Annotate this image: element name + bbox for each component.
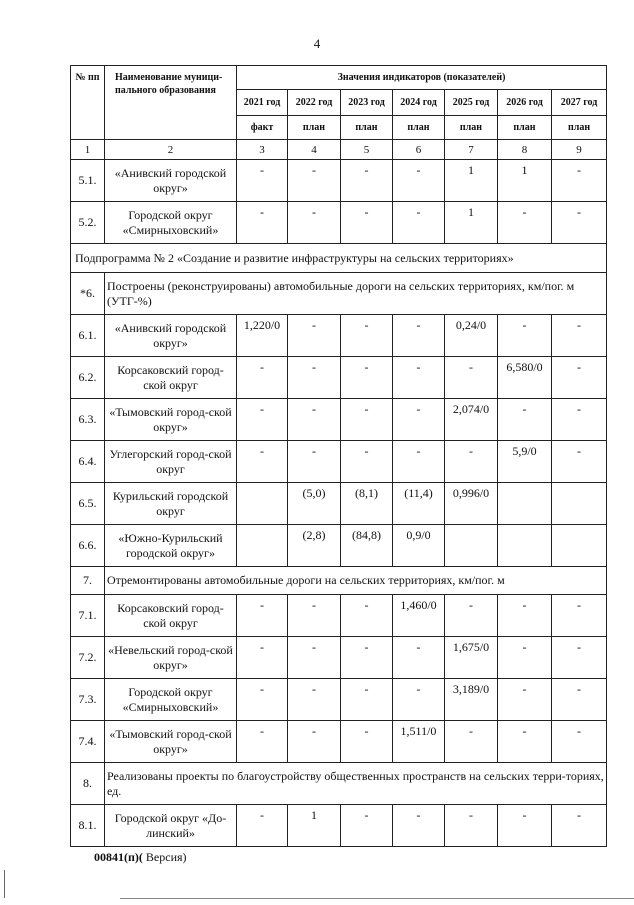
indicator-value: (84,8) [341, 525, 393, 567]
indicator-value: - [288, 679, 341, 721]
header-name: Наименование муници-пального образования [105, 66, 237, 140]
indicator-value [445, 525, 498, 567]
footer-doc-code [94, 850, 187, 865]
indicator-value: - [552, 805, 607, 847]
table-row [71, 160, 607, 202]
indicator-value: (8,1) [341, 483, 393, 525]
indicator-value: - [552, 202, 607, 244]
indicator-value: - [393, 805, 445, 847]
indicators-table [70, 65, 607, 847]
municipality-name: «Тымовский город-ской округ» [105, 399, 237, 441]
indicator-value: 2,074/0 [445, 399, 498, 441]
header-year: 2023 год [341, 90, 393, 116]
indicator-value: 1 [498, 160, 552, 202]
indicator-value [498, 525, 552, 567]
indicator-value: - [445, 721, 498, 763]
row-number: 7.1. [71, 595, 105, 637]
indicator-value: - [288, 202, 341, 244]
table-row [71, 637, 607, 679]
indicator-value: - [237, 721, 288, 763]
section-title: Построены (реконструированы) автомобильные дороги на сельских территориях, км/пог. м (УТГ-%) [105, 273, 607, 315]
row-number: 7.3. [71, 679, 105, 721]
indicator-value: - [445, 595, 498, 637]
table-row [71, 315, 607, 357]
row-number: 6.1. [71, 315, 105, 357]
indicator-value: - [341, 679, 393, 721]
indicator-value: - [237, 441, 288, 483]
indicator-value: - [552, 595, 607, 637]
indicator-value: - [341, 805, 393, 847]
indicator-value: - [552, 357, 607, 399]
indicator-value: 0,9/0 [393, 525, 445, 567]
header-year: 2026 год [498, 90, 552, 116]
indicator-value: - [341, 202, 393, 244]
header-group: Значения индикаторов (показателей) [237, 66, 607, 90]
indicator-value: - [498, 315, 552, 357]
header-year: 2027 год [552, 90, 607, 116]
indicator-value: - [552, 679, 607, 721]
header-type: план [445, 116, 498, 140]
indicator-value: - [393, 399, 445, 441]
column-number: 6 [393, 140, 445, 160]
indicator-value: - [288, 315, 341, 357]
margin-mark [4, 870, 5, 898]
indicator-value: - [498, 202, 552, 244]
indicator-value: - [552, 160, 607, 202]
municipality-name: «Анивский городской округ» [105, 315, 237, 357]
row-number: 6.4. [71, 441, 105, 483]
indicator-value: - [237, 679, 288, 721]
indicator-value: - [288, 637, 341, 679]
indicator-value: - [237, 357, 288, 399]
header-type: план [393, 116, 445, 140]
indicator-value: 0,24/0 [445, 315, 498, 357]
column-number: 4 [288, 140, 341, 160]
indicator-value: - [341, 637, 393, 679]
table-row [71, 357, 607, 399]
indicator-value [237, 525, 288, 567]
footer-code: 00841(п)( [94, 850, 143, 864]
table-row [71, 525, 607, 567]
municipality-name: «Анивский городской округ» [105, 160, 237, 202]
column-number: 1 [71, 140, 105, 160]
indicator-value: - [393, 637, 445, 679]
indicator-value: - [498, 805, 552, 847]
indicator-value: - [237, 637, 288, 679]
indicator-value: - [393, 202, 445, 244]
table-row [71, 399, 607, 441]
header-type: план [552, 116, 607, 140]
indicator-value [552, 525, 607, 567]
indicator-value: - [445, 441, 498, 483]
section-title: Отремонтированы автомобильные дороги на сельских территориях, км/пог. м [105, 567, 607, 595]
section-row [71, 763, 607, 805]
municipality-name: Курильский городской округ [105, 483, 237, 525]
column-number: 2 [105, 140, 237, 160]
indicator-value: - [552, 637, 607, 679]
table-row [71, 679, 607, 721]
footer-version: Версия) [142, 850, 187, 864]
indicator-value: - [341, 357, 393, 399]
indicator-value: - [498, 595, 552, 637]
page-number: 4 [313, 36, 321, 51]
indicator-value: - [341, 721, 393, 763]
section-row [71, 567, 607, 595]
column-number: 9 [552, 140, 607, 160]
indicator-value: - [288, 160, 341, 202]
header-year: 2025 год [445, 90, 498, 116]
municipality-name: Углегорский город-ской округ [105, 441, 237, 483]
table-row [71, 202, 607, 244]
municipality-name: Городской округ «Смирныховский» [105, 679, 237, 721]
indicator-value: - [498, 679, 552, 721]
indicator-value: (2,8) [288, 525, 341, 567]
indicator-value: - [237, 805, 288, 847]
subprogram-row [71, 244, 607, 273]
table-row [71, 805, 607, 847]
municipality-name: Корсаковский город-ской округ [105, 357, 237, 399]
municipality-name: «Невельский город-ской округ» [105, 637, 237, 679]
municipality-name: Городской округ «До-линский» [105, 805, 237, 847]
section-row [71, 273, 607, 315]
header-type: план [498, 116, 552, 140]
row-number: 5.1. [71, 160, 105, 202]
subprogram-title: Подпрограмма № 2 «Создание и развитие инфраструктуры на сельских территориях» [71, 244, 607, 273]
column-number: 5 [341, 140, 393, 160]
row-number: *6. [71, 273, 105, 315]
indicator-value: - [393, 357, 445, 399]
indicator-value: - [288, 399, 341, 441]
table-row [71, 721, 607, 763]
indicator-value: 1,675/0 [445, 637, 498, 679]
indicator-value: - [445, 357, 498, 399]
indicator-value: 6,580/0 [498, 357, 552, 399]
indicator-value: 0,996/0 [445, 483, 498, 525]
indicator-value: 3,189/0 [445, 679, 498, 721]
indicator-value: - [288, 595, 341, 637]
indicator-value: - [552, 315, 607, 357]
indicator-value: - [498, 399, 552, 441]
indicator-value: 1,511/0 [393, 721, 445, 763]
row-number: 7.4. [71, 721, 105, 763]
header-year: 2024 год [393, 90, 445, 116]
indicator-value: - [237, 595, 288, 637]
indicator-value: - [237, 202, 288, 244]
indicator-value: - [288, 441, 341, 483]
indicator-value: - [237, 399, 288, 441]
indicator-value [237, 483, 288, 525]
header-type: план [341, 116, 393, 140]
indicator-value: - [341, 399, 393, 441]
header-num: № пп [71, 66, 105, 140]
indicator-value: (5,0) [288, 483, 341, 525]
indicator-value: 1,220/0 [237, 315, 288, 357]
indicator-value: - [288, 721, 341, 763]
header-type: план [288, 116, 341, 140]
section-title: Реализованы проекты по благоустройству общественных пространств на сельских терри-ториях, ед. [105, 763, 607, 805]
row-number: 6.5. [71, 483, 105, 525]
indicator-value: 1 [445, 160, 498, 202]
municipality-name: Городской округ «Смирныховский» [105, 202, 237, 244]
indicator-value: - [341, 160, 393, 202]
row-number: 8. [71, 763, 105, 805]
table-row [71, 441, 607, 483]
municipality-name: «Южно-Курильский городской округ» [105, 525, 237, 567]
indicator-value: 1 [288, 805, 341, 847]
indicator-value: 1,460/0 [393, 595, 445, 637]
indicator-value [498, 483, 552, 525]
row-number: 7.2. [71, 637, 105, 679]
column-number: 8 [498, 140, 552, 160]
indicator-value: (11,4) [393, 483, 445, 525]
column-number: 3 [237, 140, 288, 160]
table-row [71, 483, 607, 525]
indicator-value: - [393, 160, 445, 202]
header-type: факт [237, 116, 288, 140]
indicator-value: - [552, 399, 607, 441]
header-year: 2021 год [237, 90, 288, 116]
indicator-value: 5,9/0 [498, 441, 552, 483]
indicator-value: - [393, 679, 445, 721]
column-number: 7 [445, 140, 498, 160]
indicator-value: - [341, 595, 393, 637]
indicator-value: - [393, 441, 445, 483]
indicator-value: - [288, 357, 341, 399]
indicator-value: - [237, 160, 288, 202]
row-number: 5.2. [71, 202, 105, 244]
row-number: 6.6. [71, 525, 105, 567]
indicator-value: - [498, 721, 552, 763]
indicator-value: - [341, 441, 393, 483]
indicator-value: - [445, 805, 498, 847]
row-number: 8.1. [71, 805, 105, 847]
indicator-value: 1 [445, 202, 498, 244]
municipality-name: «Тымовский город-ской округ» [105, 721, 237, 763]
indicator-value: - [552, 441, 607, 483]
municipality-name: Корсаковский город-ской округ [105, 595, 237, 637]
row-number: 6.3. [71, 399, 105, 441]
header-year: 2022 год [288, 90, 341, 116]
indicator-value: - [393, 315, 445, 357]
row-number: 7. [71, 567, 105, 595]
indicator-value: - [498, 637, 552, 679]
bottom-rule [120, 898, 634, 899]
table-row [71, 595, 607, 637]
indicator-value: - [341, 315, 393, 357]
row-number: 6.2. [71, 357, 105, 399]
indicator-value [552, 483, 607, 525]
indicator-value: - [552, 721, 607, 763]
